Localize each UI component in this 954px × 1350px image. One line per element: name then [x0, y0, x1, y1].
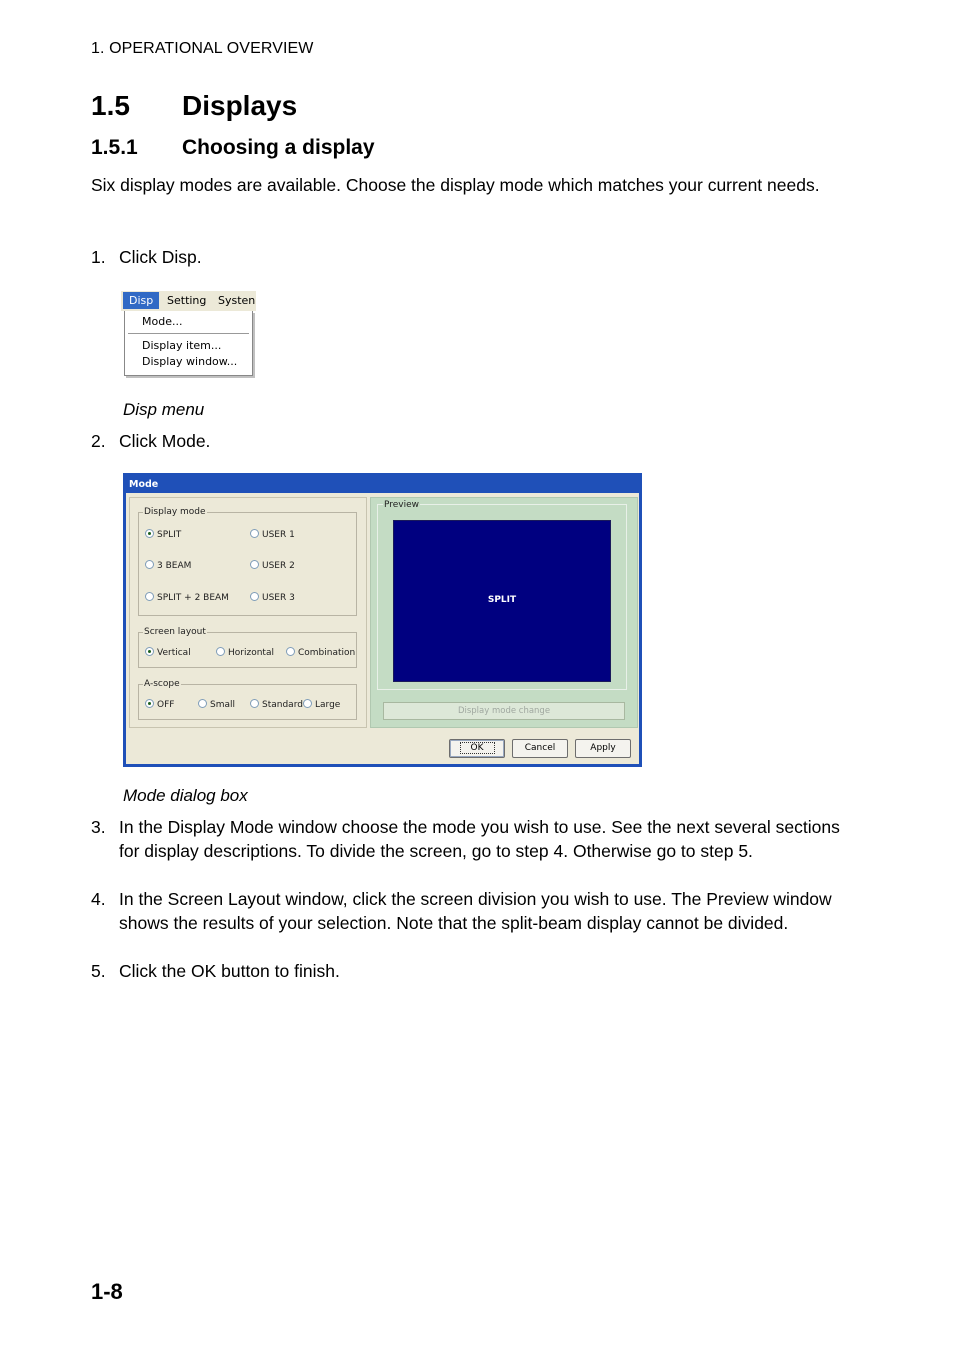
radio-label: SPLIT + 2 BEAM: [157, 593, 229, 603]
subsection-number: 1.5.1: [91, 136, 138, 159]
radio-large[interactable]: [303, 699, 340, 710]
intro-paragraph: Six display modes are available. Choose the display mode which matches your current needs.: [91, 175, 820, 195]
radio-icon: [303, 699, 312, 708]
preview-mode-text: SPLIT: [487, 595, 517, 605]
step-text: In the Screen Layout window, click the screen division you wish to use. The Preview window shows the results of your selection. Note that the split-beam display cannot be divided.: [119, 889, 832, 933]
menu-item-display-window[interactable]: Display window...: [142, 355, 238, 368]
step-number: 2.: [91, 431, 106, 451]
radio-icon: [250, 560, 259, 569]
radio-icon: [286, 647, 295, 656]
mode-dialog-caption: Mode dialog box: [123, 786, 248, 805]
radio-icon: [250, 699, 259, 708]
radio-vertical[interactable]: [145, 647, 191, 658]
preview-pane: [370, 497, 638, 728]
display-mode-label: Display mode: [144, 507, 206, 517]
radio-selected-icon: [145, 529, 154, 538]
step-2: [91, 429, 851, 453]
radio-selected-icon: [145, 699, 154, 708]
disp-menu-screenshot: [121, 291, 256, 379]
step-text: In the Display Mode window choose the mode you wish to use. See the next several sections for display descriptions. To divide the screen, go to step 4. Otherwise go to step 5.: [119, 817, 840, 861]
radio-split-2-beam[interactable]: [145, 592, 229, 603]
radio-icon: [145, 592, 154, 601]
radio-selected-icon: [145, 647, 154, 656]
preview-label: Preview: [384, 500, 420, 510]
radio-icon: [145, 560, 154, 569]
step-text: Click Mode.: [119, 431, 211, 451]
step-number: 3.: [91, 817, 106, 837]
disp-dropdown: [124, 311, 253, 376]
page-number: 1-8: [91, 1279, 123, 1304]
cancel-button[interactable]: Cancel: [512, 739, 568, 758]
screen-layout-group: [138, 627, 357, 668]
menu-disp[interactable]: Disp: [123, 292, 159, 309]
subsection-title: Choosing a display: [182, 136, 375, 159]
radio-user-1[interactable]: [250, 529, 295, 540]
radio-label: Small: [210, 700, 235, 710]
menu-item-mode[interactable]: Mode...: [142, 315, 183, 328]
radio-icon: [250, 529, 259, 538]
step-text: Click the OK button to finish.: [119, 961, 340, 981]
radio-icon: [250, 592, 259, 601]
radio-label: Standard: [262, 700, 303, 710]
running-header: 1. OPERATIONAL OVERVIEW: [91, 40, 314, 57]
screen-layout-label: Screen layout: [144, 627, 206, 637]
radio-label: Horizontal: [228, 648, 274, 658]
radio-off[interactable]: [145, 699, 174, 710]
radio-label: USER 1: [262, 530, 295, 540]
menu-system[interactable]: Systen: [218, 294, 256, 307]
display-mode-group: [138, 507, 357, 616]
preview-screen: [393, 520, 611, 682]
step-number: 4.: [91, 889, 106, 909]
radio-label: USER 3: [262, 593, 295, 603]
radio-label: USER 2: [262, 561, 295, 571]
a-scope-group: [138, 679, 357, 720]
radio-user-3[interactable]: [250, 592, 295, 603]
radio-icon: [198, 699, 207, 708]
radio-user-2[interactable]: [250, 560, 295, 571]
radio-horizontal[interactable]: [216, 647, 274, 658]
radio-label: Vertical: [157, 648, 191, 658]
step-text: Click Disp.: [119, 247, 202, 267]
menu-item-display-item[interactable]: Display item...: [142, 339, 222, 352]
apply-button[interactable]: Apply: [575, 739, 631, 758]
step-4: [91, 887, 851, 935]
menu-separator: [128, 333, 249, 334]
menu-bar: [121, 291, 256, 311]
step-number: 1.: [91, 247, 106, 267]
settings-pane: [129, 497, 367, 728]
disp-menu-caption: Disp menu: [123, 400, 205, 419]
section-title: Displays: [182, 90, 298, 121]
radio-label: SPLIT: [157, 530, 182, 540]
radio-3-beam[interactable]: [145, 560, 191, 571]
dialog-title: Mode: [129, 479, 159, 490]
section-number: 1.5: [91, 90, 130, 121]
step-number: 5.: [91, 961, 106, 981]
radio-icon: [216, 647, 225, 656]
radio-label: OFF: [157, 700, 175, 710]
radio-small[interactable]: [198, 699, 235, 710]
radio-combination[interactable]: [286, 647, 355, 658]
step-1: [91, 245, 851, 269]
a-scope-label: A-scope: [144, 679, 180, 689]
radio-split[interactable]: [145, 529, 181, 540]
radio-label: 3 BEAM: [157, 561, 192, 571]
radio-label: Combination: [298, 648, 356, 658]
step-5: [91, 959, 851, 983]
mode-dialog: [123, 473, 642, 767]
radio-label: Large: [315, 700, 341, 710]
display-mode-change-button[interactable]: Display mode change: [383, 702, 625, 720]
section-heading: [91, 90, 297, 122]
radio-standard[interactable]: [250, 699, 303, 710]
menu-setting[interactable]: Setting: [167, 294, 207, 307]
step-3: [91, 815, 851, 863]
dialog-client-area: [126, 493, 639, 764]
ok-button[interactable]: [449, 739, 505, 758]
ok-button-label: OK: [460, 742, 495, 754]
subsection-heading: [91, 136, 375, 160]
